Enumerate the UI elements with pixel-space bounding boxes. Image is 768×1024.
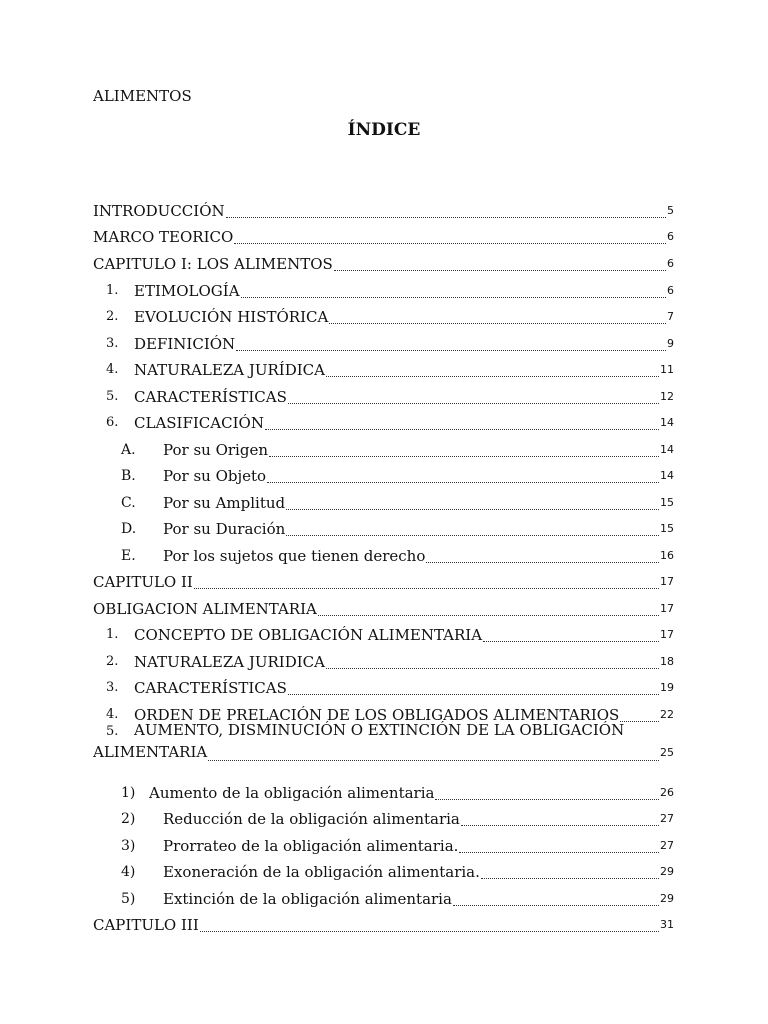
toc-entry-label: Por su Origen [163,441,268,459]
toc-entry-number-wrap [93,414,134,432]
toc-leader-dots [200,917,659,932]
toc-entry-label: Por su Duración [163,520,286,538]
toc-leader-dots [267,468,659,483]
toc-entry-label: INTRODUCCIÓN [93,202,225,220]
toc-entry-number-wrap [93,863,163,881]
toc-leader-dots [208,746,659,761]
toc-page-number: 12 [660,390,674,403]
toc-entry[interactable] [93,645,674,671]
toc-page-number: 25 [660,746,674,759]
toc-leader-dots [459,838,659,853]
toc-entry[interactable] [93,327,674,353]
toc-leader-dots [435,785,659,800]
toc-entry-number: 4. [106,362,119,377]
toc-leader-dots [483,627,659,642]
toc-leader-dots [194,574,659,589]
toc-entry-number-wrap [93,282,134,300]
toc-page-number: 17 [660,602,674,615]
toc-entry-number-wrap [93,335,134,353]
toc-page-number: 14 [660,443,674,456]
toc-page-number: 27 [660,839,674,852]
toc-entry-label: OBLIGACION ALIMENTARIA [93,600,317,618]
toc-page-number: 9 [667,337,674,350]
toc-entry-number-wrap [93,837,163,855]
toc-page-number: 7 [667,310,674,323]
toc-entry[interactable] [93,459,674,485]
toc-entry[interactable] [93,882,674,908]
toc-entry-number: 3. [106,336,119,351]
page-title: ÍNDICE [347,120,421,140]
toc-page-number: 27 [660,812,674,825]
toc-leader-dots [318,601,659,616]
toc-entry[interactable] [93,855,674,881]
toc-entry-label: Prorrateo de la obligación alimentaria. [163,837,459,855]
toc-entry-label: NATURALEZA JURÍDICA [134,361,325,379]
toc-page-number: 6 [667,284,674,297]
toc-entry-number-wrap [93,547,163,565]
toc-page-number: 15 [660,496,674,509]
toc-entry[interactable] [93,220,674,246]
toc-entry[interactable] [93,353,674,379]
toc-entry-number-wrap [93,653,134,671]
toc-leader-dots [269,442,659,457]
toc-entry-label: ORDEN DE PRELACIÓN DE LOS OBLIGADOS ALIMENTARIOS [134,706,620,724]
toc-entry[interactable] [93,539,674,565]
toc-entry[interactable] [93,274,674,300]
toc-entry-label: CARACTERÍSTICAS [134,679,287,697]
toc-entry-number: 3) [121,838,136,854]
toc-entry[interactable] [93,908,674,934]
toc-leader-dots [481,864,659,879]
toc-entry-number-wrap [93,467,163,485]
toc-entry-number-wrap [93,441,163,459]
toc-entry-number: D. [121,521,137,537]
toc-page-number: 6 [667,230,674,243]
toc-entry-number-wrap [93,679,134,697]
toc-entry[interactable] [93,406,674,432]
toc-entry[interactable] [93,592,674,618]
toc-entry-label: CARACTERÍSTICAS [134,388,287,406]
toc-entry-label: NATURALEZA JURIDICA [134,653,325,671]
toc-page-number: 14 [660,416,674,429]
toc-entry[interactable] [93,829,674,855]
toc-entry[interactable] [93,300,674,326]
toc-entry-label: Por los sujetos que tienen derecho [163,547,426,565]
toc-leader-dots [234,229,666,244]
toc-entry[interactable] [93,486,674,512]
toc-entry-number: E. [121,548,136,564]
toc-entry-label: CONCEPTO DE OBLIGACIÓN ALIMENTARIA [134,626,483,644]
toc-entry[interactable] [93,247,674,273]
toc-entry-number: B. [121,468,136,484]
toc-entry-label: Extinción de la obligación alimentaria [163,890,452,908]
toc-entry-line [93,720,674,742]
toc-entry-label: MARCO TEORICO [93,228,234,246]
toc-entry-number: 5) [121,891,136,907]
toc-leader-dots [226,203,666,218]
toc-entry-number-wrap [93,810,163,828]
toc-entry-label: CAPITULO I: LOS ALIMENTOS [93,255,333,273]
toc-entry-label: CAPITULO III [93,916,199,934]
toc-entry-label: CAPITULO II [93,573,193,591]
toc-page-number: 31 [660,918,674,931]
toc-page-number: 14 [660,469,674,482]
toc-page-number: 26 [660,786,674,799]
toc-page-number: 29 [660,892,674,905]
toc-entry-label: Por su Amplitud [163,494,286,512]
toc-page-number: 22 [660,708,674,721]
toc-leader-dots [286,521,659,536]
toc-page-number: 15 [660,522,674,535]
toc-leader-dots [334,256,666,271]
toc-leader-dots [265,415,659,430]
toc-entry-number: 2. [106,654,119,669]
toc-leader-dots [453,891,659,906]
toc-entry-label: Reducción de la obligación alimentaria [163,810,460,828]
toc-entry-label: Exoneración de la obligación alimentaria. [163,863,480,881]
toc-entry-number: 1. [106,627,119,642]
toc-entry-number: A. [121,442,136,458]
toc-entry[interactable] [93,618,674,644]
toc-leader-dots [326,362,659,377]
toc-entry-number: 1) [121,785,136,801]
toc-entry-number-wrap [93,308,134,326]
toc-leader-dots [329,309,666,324]
toc-entry-number: 5. [106,724,119,739]
toc-entry-label: CLASIFICACIÓN [134,414,264,432]
toc-entry[interactable] [93,433,674,459]
toc-leader-dots [426,548,659,563]
toc-leader-dots [461,811,659,826]
toc-entry-number: 4. [106,707,119,722]
toc-entry-label: AUMENTO, DISMINUCIÓN O EXTINCIÓN DE LA OBLIGACIÓN [134,721,625,739]
toc-page-number: 11 [660,363,674,376]
toc-page-number: 29 [660,865,674,878]
toc-entry-number-wrap [93,494,163,512]
toc-page-number: 18 [660,655,674,668]
toc-entry[interactable] [93,194,674,220]
toc-page-number: 19 [660,681,674,694]
toc-page-number: 17 [660,628,674,641]
toc-entry-label: EVOLUCIÓN HISTÓRICA [134,308,329,326]
toc-page-number: 17 [660,575,674,588]
toc-leader-dots [288,680,659,695]
toc-entry[interactable] [93,380,674,406]
toc-entry-number-wrap [93,890,163,908]
toc-entry-number: C. [121,495,136,511]
toc-entry-number-wrap [93,388,134,406]
toc-leader-dots [288,389,659,404]
toc-entry-number-wrap [93,626,134,644]
toc-page-number: 6 [667,257,674,270]
toc-entry-number: 6. [106,415,119,430]
toc-entry-label-continued: ALIMENTARIA [93,743,208,761]
toc-entry-number: 4) [121,864,136,880]
toc-entry-line [93,742,674,763]
document-header: ALIMENTOS [93,87,192,105]
toc-entry-number-wrap [93,520,163,538]
toc-leader-dots [241,283,666,298]
toc-page-number: 5 [667,204,674,217]
toc-entry[interactable] [93,565,674,591]
toc-leader-dots [236,336,666,351]
toc-entry[interactable] [93,802,674,828]
toc-entry-number-wrap [93,361,134,379]
toc-entry[interactable] [93,776,674,802]
toc-entry[interactable] [93,512,674,538]
toc-entry[interactable] [93,720,674,766]
toc-leader-dots [326,654,659,669]
toc-entry-number: 2. [106,309,119,324]
toc-entry-number-wrap [93,784,149,802]
toc-entry-number: 5. [106,389,119,404]
toc-entry-label: ETIMOLOGÍA [134,282,240,300]
toc-page-number: 16 [660,549,674,562]
toc-entry-label: Por su Objeto [163,467,267,485]
toc-entry-label: Aumento de la obligación alimentaria [149,784,435,802]
toc-entry-label: DEFINICIÓN [134,335,236,353]
toc-entry-number: 1. [106,283,119,298]
toc-leader-dots [286,495,659,510]
toc-entry-number: 3. [106,680,119,695]
toc-entry[interactable] [93,671,674,697]
toc-entry-number: 2) [121,811,136,827]
